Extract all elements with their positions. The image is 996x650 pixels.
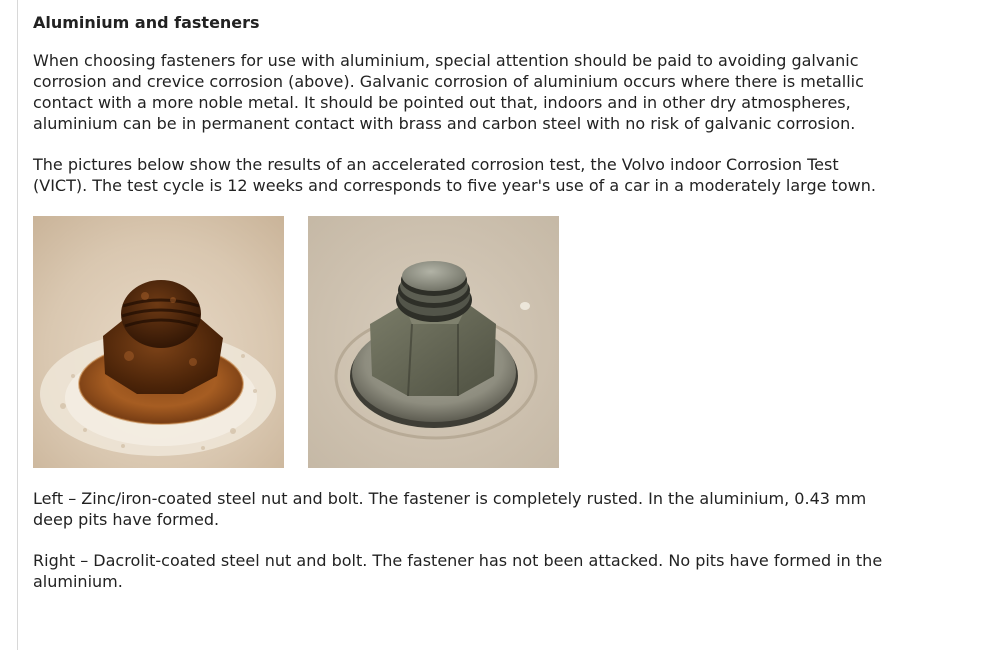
article [33, 12, 883, 612]
caption-right: Right – Dacrolit-coated steel nut and bolt. The fastener has not been attacked. No pits have formed in the aluminium. [33, 551, 883, 591]
intro-paragraph: When choosing fasteners for use with aluminium, special attention should be paid to avoiding galvanic corrosion and crevice corrosion (above). Galvanic corrosion of aluminium occurs where there is metallic contact with a more noble metal. It should be pointed out that, indoors and in other dry atmospheres, aluminium can be in permanent contact with brass and carbon steel with no risk of galvanic corrosion. [33, 51, 864, 133]
comparison-photos [33, 216, 883, 468]
test-description-paragraph: The pictures below show the results of an accelerated corrosion test, the Volvo indoor Corrosion Test (VICT). The test cycle is 12 weeks and corresponds to five year's use of a car in a moderately large town. [33, 155, 876, 195]
rusted-nut-bolt-photo [33, 216, 284, 468]
page-left-border [17, 0, 18, 650]
clean-nut-bolt-photo [308, 216, 559, 468]
article-title: Aluminium and fasteners [33, 13, 260, 32]
photo-captions [33, 488, 883, 592]
caption-left: Left – Zinc/iron-coated steel nut and bolt. The fastener is completely rusted. In the aluminium, 0.43 mm deep pits have formed. [33, 489, 867, 529]
